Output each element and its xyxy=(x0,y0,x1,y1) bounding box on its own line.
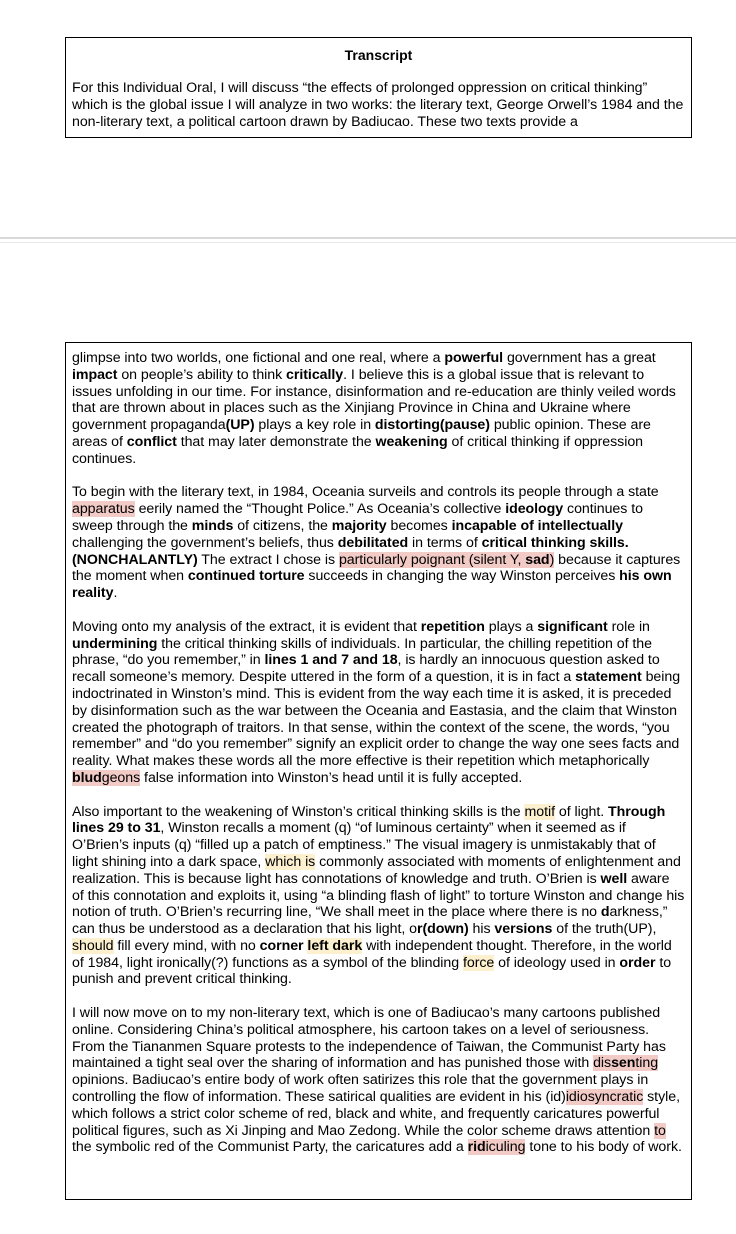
text-run: in terms of xyxy=(408,534,482,551)
text-run: challenging the government’s beliefs, thus xyxy=(72,534,338,551)
text-run: Moving onto my analysis of the extract, it is evident that xyxy=(72,618,421,635)
text-run: opinions. Badiucao’s entire body of work often satirizes this role that the government plays in controlling the flow of information. These satirical qualities are evident in his (id) xyxy=(72,1072,649,1106)
text-run: . xyxy=(113,585,118,602)
bold-text: weakening xyxy=(375,433,448,450)
bold-text: incapable of intellectually xyxy=(451,517,623,534)
highlighted-text: blud xyxy=(72,769,102,786)
page-divider xyxy=(0,237,736,239)
bold-text: versions xyxy=(494,921,553,938)
bold-text: impact xyxy=(72,366,118,383)
text-run: because it captures the moment when xyxy=(72,551,681,585)
highlighted-text: ting xyxy=(635,1055,659,1072)
text-run: style, which follows a strict color scheme of red, black and white, and frequently caricatures powerful political figures, such as Xi Jinping and Mao Zedong. While the color scheme draws attention xyxy=(72,1089,680,1139)
text-run: commonly associated with moments of enlightenment and realization. This is because light has connotations of knowledge and truth. O’Brien is xyxy=(72,853,681,887)
text-run: aware of this connotation and exploits it, using “a blinding flash of light” to torture Winston and change his notion of truth. O’Brien’s recurring line, “We shall meet in the place where there is no xyxy=(72,870,685,921)
bold-text: d xyxy=(600,904,610,921)
text-run: false information into Winston’s head until it is fully accepted. xyxy=(140,769,523,786)
highlighted-text: appar xyxy=(72,501,109,518)
bold-text: well xyxy=(600,870,628,887)
text-run: becomes xyxy=(386,517,452,534)
bold-text: r(down) xyxy=(416,921,469,938)
text-run: of critical thinking if oppression continues. xyxy=(72,433,644,467)
highlighted-text: idiosyncratic xyxy=(565,1089,644,1106)
paragraph xyxy=(72,804,685,989)
text-run: tone to his body of work. xyxy=(525,1139,682,1156)
highlighted-text: which is xyxy=(265,853,316,870)
highlighted-text: sen xyxy=(611,1055,636,1072)
bold-text: continued torture xyxy=(187,568,305,585)
paragraph xyxy=(72,484,685,602)
bold-text: critical thinking skills.(NONCHALANTLY) xyxy=(72,534,629,568)
text-run: arkness,” can thus be understood as a declaration that his light, o xyxy=(72,904,668,938)
text-run: izens, the xyxy=(267,517,332,534)
highlighted-text: to xyxy=(654,1122,666,1139)
highlighted-text: force xyxy=(462,954,495,971)
text-run: Also important to the weakening of Winston’s critical thinking skills is the xyxy=(72,803,525,820)
highlighted-text: sad xyxy=(525,551,550,568)
text-run: glimpse into two worlds, one fictional and one real, where a xyxy=(72,350,445,366)
bold-text: his own reality xyxy=(72,568,672,602)
bold-text: t xyxy=(262,517,268,534)
paragraph xyxy=(72,619,685,787)
text-run: to punish and prevent critical thinking. xyxy=(72,954,672,988)
transcript-page-bottom xyxy=(65,342,692,1200)
text-run: of ci xyxy=(233,517,263,534)
text-run: the critical thinking skills of individuals. In particular, the chilling repetition of the phrase, “do you remember,” in xyxy=(72,635,652,669)
bold-text: powerful xyxy=(444,350,504,366)
text-run: The extract I chose is xyxy=(197,551,339,568)
text-run: his xyxy=(468,921,495,938)
text-run: , Winston recalls a moment (q) “of luminous certainty” when it seemed as if O’Brien’s inputs (q) “filled up a patch of emptiness.” The visual imagery is unmistakably that of light shining into a dark space, xyxy=(72,820,656,870)
bold-text: ideology xyxy=(505,501,564,518)
text-run: succeeds in changing the way Winston perceives xyxy=(304,568,620,585)
highlighted-text: dis xyxy=(593,1055,612,1072)
text-run: public opinion. These are areas of xyxy=(72,417,651,450)
highlighted-text: atus xyxy=(108,501,135,518)
bold-text: lines 1 and 7 and 18 xyxy=(264,652,398,669)
text-run: of the truth(UP), xyxy=(552,921,657,938)
highlighted-text: rid xyxy=(467,1139,486,1156)
text-run: To begin with the literary text, in 1984, Oceania surveils and controls its people through a state xyxy=(72,484,659,501)
page-divider-shadow xyxy=(0,242,736,243)
bold-text: repetition xyxy=(420,618,485,635)
bold-text: critically xyxy=(286,366,344,383)
text-run: with independent thought. Therefore, in the world of 1984, light ironically(?) functions as a symbol of the blinding xyxy=(72,937,672,971)
highlighted-text: ) xyxy=(549,551,555,568)
bold-text: statement xyxy=(575,669,642,686)
transcript-page-top xyxy=(65,37,692,138)
bold-text: conflict xyxy=(126,433,177,450)
bold-text: debilitated xyxy=(337,534,409,551)
text-run: fill every mind, with no xyxy=(113,937,260,954)
text-run: of ideology used in xyxy=(494,954,620,971)
paragraph xyxy=(72,80,685,130)
text-run: that may later demonstrate the xyxy=(176,433,376,450)
text-run: eerily named the “Thought Police.” As Oceania’s collective xyxy=(134,501,506,518)
highlighted-text: particularly poignant (silent Y, xyxy=(338,551,526,568)
bold-text: undermining xyxy=(72,635,158,652)
bold-text: order xyxy=(619,954,656,971)
text-run: , is hardly an innocuous question asked to recall someone’s memory. Despite uttered in the form of a question, it is in fact a xyxy=(72,652,660,686)
highlighted-text: left dark xyxy=(307,937,363,954)
highlighted-text: motif xyxy=(524,803,555,820)
text-run: of light. xyxy=(554,803,609,820)
text-run: being indoctrinated in Winston’s mind. This is evident from the way each time it is asked, it is preceded by disinformation such as the war between the Oceania and Eastasia, and the claim that Winston created the photograph of traitors. In that sense, within the context of the scene, the words, “you remember” and “do you remember” signify an explicit order to change the way one sees facts and reality. What makes these words all the more effective is their repetition which metaphorically xyxy=(72,669,681,770)
text-run: the symbolic red of the Communist Party, the caricatures add a xyxy=(72,1139,468,1156)
highlighted-text: should xyxy=(72,937,114,954)
highlighted-text: iculing xyxy=(485,1139,526,1156)
paragraph xyxy=(72,350,685,468)
bold-text: (UP) xyxy=(225,417,255,434)
paragraph xyxy=(72,1005,685,1156)
text-run: continues to sweep through the xyxy=(72,501,643,534)
transcript-title: Transcript xyxy=(344,47,413,63)
bold-text: distorting(pause) xyxy=(374,417,490,434)
bold-text: majority xyxy=(331,517,387,534)
bold-text: Through lines 29 to 31 xyxy=(72,803,666,837)
bold-text: minds xyxy=(191,517,234,534)
text-run: plays a xyxy=(484,618,538,635)
text-run: For this Individual Oral, I will discuss “the effects of prolonged oppression on critical thinking” which is the global issue I will analyze in two works: the literary text, George Orwell’s 1984 and the non-literary text, a political cartoon drawn by Badiucao. These two texts provide a xyxy=(72,80,684,130)
text-run: . I believe this is a global issue that is relevant to issues unfolding in our time. For instance, disinformation and re-education are thinly veiled words that are thrown about in places such as the Xinjiang Province in China and Ukraine where government propaganda xyxy=(72,366,676,434)
text-run: plays a key role in xyxy=(254,417,375,434)
transcript-body-text xyxy=(72,350,685,1156)
highlighted-text: geons xyxy=(101,769,141,786)
transcript-intro-text xyxy=(72,80,685,130)
text-run: I will now move on to my non-literary text, which is one of Badiucao’s many cartoons published online. Considering China’s political atmosphere, his cartoon takes on a level of seriousness. From the Tiananmen Square protests to the independence of Taiwan, the Communist Party has maintained a tight seal over the sharing of information and has punished those with xyxy=(72,1005,666,1072)
bold-text: corner xyxy=(259,937,308,954)
text-run: role in xyxy=(607,618,650,635)
text-run: on people’s ability to think xyxy=(117,366,287,383)
bold-text: significant xyxy=(537,618,608,635)
text-run: government has a great xyxy=(503,350,656,366)
